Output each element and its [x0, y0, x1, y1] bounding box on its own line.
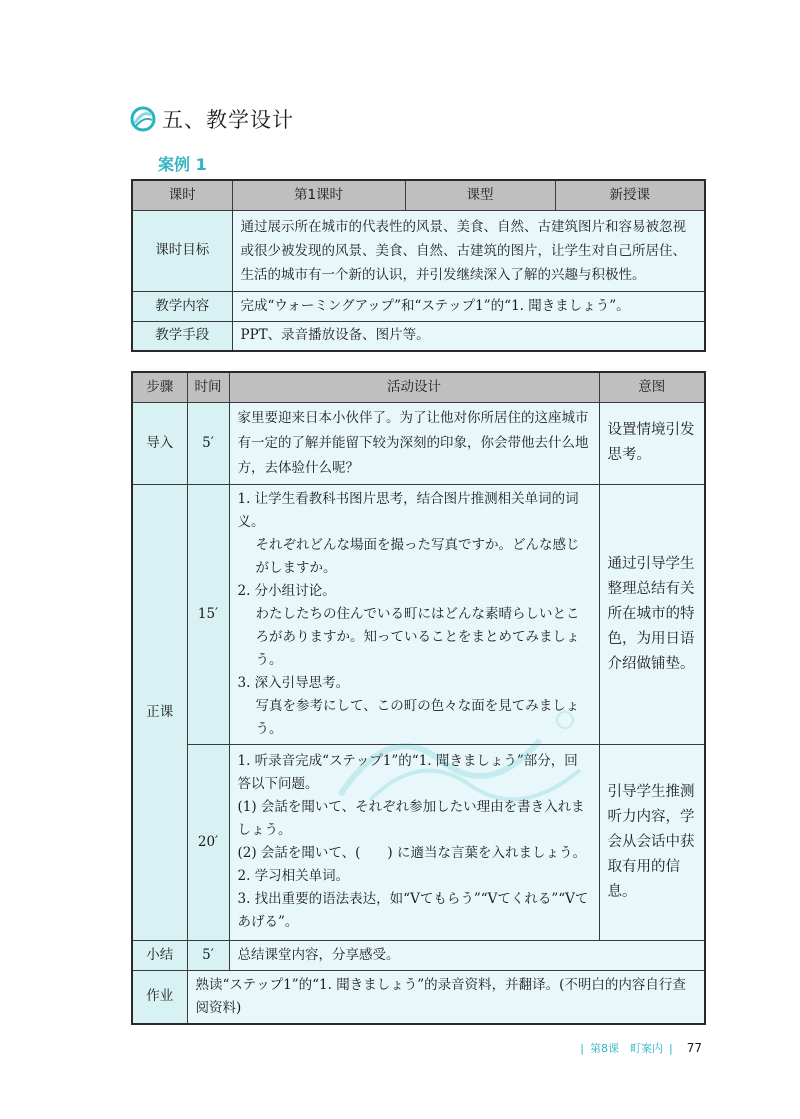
- activity-design-table: [131, 371, 706, 1025]
- step-main: 正课: [132, 484, 187, 940]
- activity-line: 2. 分小组讨论。: [237, 582, 336, 599]
- footer-divider-right: |: [669, 1041, 673, 1055]
- row-label-content: 教学内容: [132, 291, 232, 321]
- footer-divider-left: |: [580, 1041, 584, 1055]
- step-summary: 小结: [132, 940, 187, 970]
- activity-line: (1) 会話を聞いて、それぞれ参加したい理由を書き入れましょう。: [237, 799, 585, 838]
- header-step: 步骤: [132, 372, 187, 402]
- activity-homework: 熟读“ステップ1”的“1. 聞きましょう”的录音资料，并翻译。(不明白的内容自行查阅资料): [187, 970, 705, 1024]
- time-main-1: 15′: [187, 484, 229, 744]
- row-content-content: 完成“ウォーミングアップ”和“ステップ1”的“1. 聞きましょう”。: [232, 291, 705, 321]
- activity-intro: 家里要迎来日本小伙伴了。为了让他对你所居住的这座城市有一定的了解并能留下较为深刻的印象，你会带他去什么地方，去体验什么呢？: [229, 402, 599, 484]
- step-intro: 导入: [132, 402, 187, 484]
- activity-line: 写真を参考にして、この町の色々な面を見てみましょう。: [255, 697, 580, 737]
- time-intro: 5′: [187, 402, 229, 484]
- header-lesson-label: 课时: [132, 180, 232, 210]
- step-homework: 作业: [132, 970, 187, 1024]
- row-content-goal: 通过展示所在城市的代表性的风景、美食、自然、古建筑图片和容易被忽视或很少被发现的风景、美食、自然、古建筑的图片，让学生对自己所居住、生活的城市有一个新的认识，并引发继续深入了解的兴趣与积极性。: [232, 210, 705, 291]
- header-purpose: 意图: [599, 372, 705, 402]
- activity-line: 1. 让学生看教科书图片思考，结合图片推测相关单词的词义。: [237, 490, 579, 530]
- time-summary: 5′: [187, 940, 229, 970]
- activity-main-2: [229, 744, 599, 940]
- page-number: 77: [686, 1041, 702, 1055]
- purpose-intro: 设置情境引发思考。: [599, 402, 705, 484]
- activity-main-1: [229, 484, 599, 744]
- lesson-info-table: [131, 179, 706, 352]
- activity-line: それぞれどんな場面を撮った写真ですか。どんな感じがしますか。: [255, 536, 580, 576]
- purpose-main-2: 引导学生推测听力内容，学会从会话中获取有用的信息。: [599, 744, 705, 940]
- time-main-2: 20′: [187, 744, 229, 940]
- activity-line: 1. 听录音完成“ステップ1”的“1. 聞きましょう”部分，回答以下问题。: [237, 753, 578, 792]
- activity-line: 3. 深入引导思考。: [237, 674, 350, 691]
- activity-line: 2. 学习相关单词。: [237, 868, 350, 884]
- page-footer: [580, 1040, 702, 1056]
- swirl-logo-icon: [130, 106, 156, 132]
- row-label-goal: 课时目标: [132, 210, 232, 291]
- header-lesson-value: 第1课时: [232, 180, 405, 210]
- activity-line: 3. 找出重要的语法表达，如“Vてもらう”“Vてくれる”“Vてあげる”。: [237, 891, 589, 930]
- section-heading: [130, 103, 294, 135]
- row-content-means: PPT、录音播放设备、图片等。: [232, 321, 705, 351]
- activity-summary: 总结课堂内容，分享感受。: [229, 940, 705, 970]
- footer-lesson: 第8课 町案内: [590, 1042, 663, 1055]
- header-time: 时间: [187, 372, 229, 402]
- case-title: 案例 1: [158, 155, 207, 174]
- activity-line: わたしたちの住んでいる町にはどんな素晴らしいところがありますか。知っていることをまとめてみましょう。: [255, 605, 580, 668]
- section-title: 五、教学设计: [162, 108, 294, 132]
- activity-line: (2) 会話を聞いて、( ) に適当な言葉を入れましょう。: [237, 845, 586, 861]
- purpose-main-1: 通过引导学生整理总结有关所在城市的特色，为用日语介绍做铺垫。: [599, 484, 705, 744]
- header-activity: 活动设计: [229, 372, 599, 402]
- header-type-value: 新授课: [555, 180, 705, 210]
- header-type-label: 课型: [405, 180, 555, 210]
- row-label-means: 教学手段: [132, 321, 232, 351]
